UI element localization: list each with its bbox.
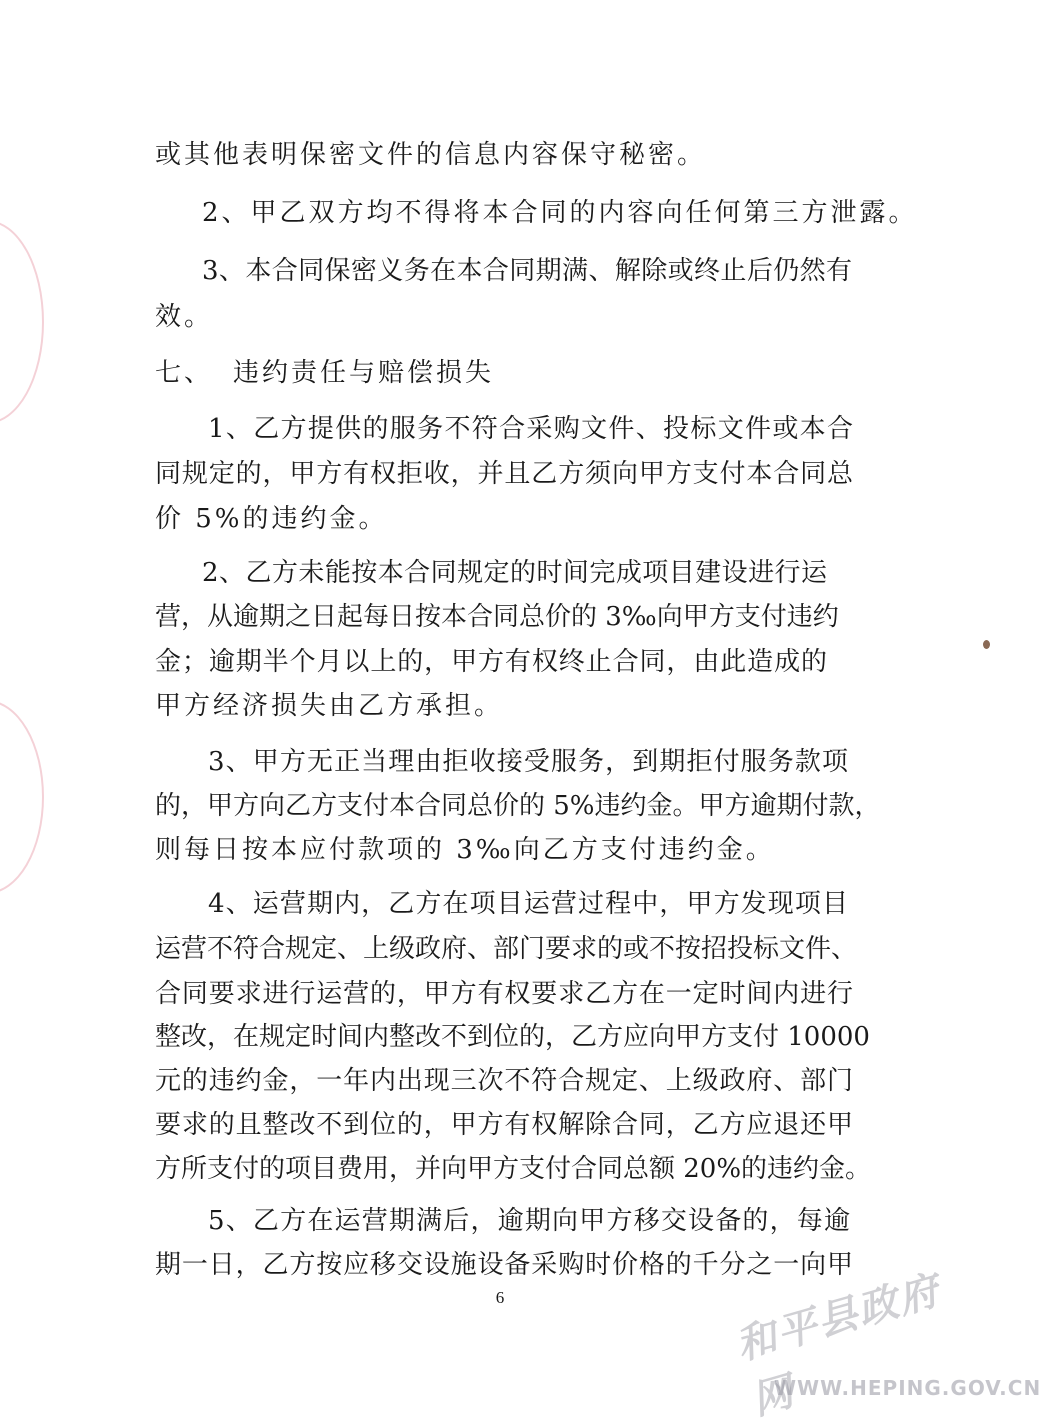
- paragraph-line: 整改，在规定时间内整改不到位的，乙方应向甲方支付 10000: [155, 1022, 870, 1052]
- section-heading: [155, 356, 855, 390]
- paragraph-line: 方所支付的项目费用，并向甲方支付合同总额 20%的违约金。: [155, 1154, 872, 1184]
- paragraph-line: 1、乙方提供的服务不符合采购文件、投标文件或本合: [208, 414, 853, 444]
- section-title: 违约责任与赔偿损失: [233, 358, 495, 388]
- paragraph-line: 2、乙方未能按本合同规定的时间完成项目建设进行运: [202, 558, 827, 588]
- page-number: 6: [495, 1288, 505, 1307]
- paragraph-line: 期一日，乙方按应移交设施设备采购时价格的千分之一向甲: [155, 1250, 853, 1280]
- paragraph-line: 或其他表明保密文件的信息内容保守秘密。: [155, 140, 707, 170]
- paragraph-line: 3、本合同保密义务在本合同期满、解除或终止后仍然有: [202, 256, 852, 286]
- paragraph-line: 合同要求进行运营的，甲方有权要求乙方在一定时间内进行: [155, 979, 853, 1009]
- paragraph-line: 同规定的，甲方有权拒收，并且乙方须向甲方支付本合同总: [155, 459, 853, 489]
- red-seal-trace: [0, 220, 44, 424]
- section-number: 七、: [155, 358, 214, 388]
- paragraph-line: 效。: [155, 302, 214, 332]
- watermark-site-url: WWW.HEPING.GOV.CN: [774, 1376, 1041, 1400]
- paragraph-line: 价 5%的违约金。: [155, 504, 388, 534]
- paragraph-line: 5、乙方在运营期满后，逾期向甲方移交设备的，每逾: [208, 1206, 850, 1236]
- paragraph-line: 运营不符合规定、上级政府、部门要求的或不按招投标文件、: [155, 934, 858, 964]
- paragraph-line: 3、甲方无正当理由拒收接受服务，到期拒付服务款项: [208, 747, 848, 777]
- paragraph-line: 则每日按本应付款项的 3‰向乙方支付违约金。: [155, 835, 775, 865]
- paragraph-line: 的，甲方向乙方支付本合同总价的 5%违约金。甲方逾期付款，: [155, 791, 881, 821]
- paragraph-line: 甲方经济损失由乙方承担。: [155, 691, 504, 721]
- scan-speck: [983, 640, 990, 649]
- paragraph-line: 2、甲乙双方均不得将本合同的内容向任何第三方泄露。: [202, 198, 918, 228]
- paragraph-line: 要求的且整改不到位的，甲方有权解除合同，乙方应退还甲: [155, 1110, 853, 1140]
- red-seal-trace: [0, 700, 44, 894]
- paragraph-line: 营，从逾期之日起每日按本合同总价的 3‰向甲方支付违约: [155, 602, 839, 632]
- watermark-site-name: 和平县政府网: [731, 1267, 946, 1425]
- paragraph-line: 金；逾期半个月以上的，甲方有权终止合同，由此造成的: [155, 647, 827, 677]
- paragraph-line: 元的违约金，一年内出现三次不符合规定、上级政府、部门: [155, 1066, 853, 1096]
- paragraph-line: 4、运营期内，乙方在项目运营过程中，甲方发现项目: [208, 889, 848, 919]
